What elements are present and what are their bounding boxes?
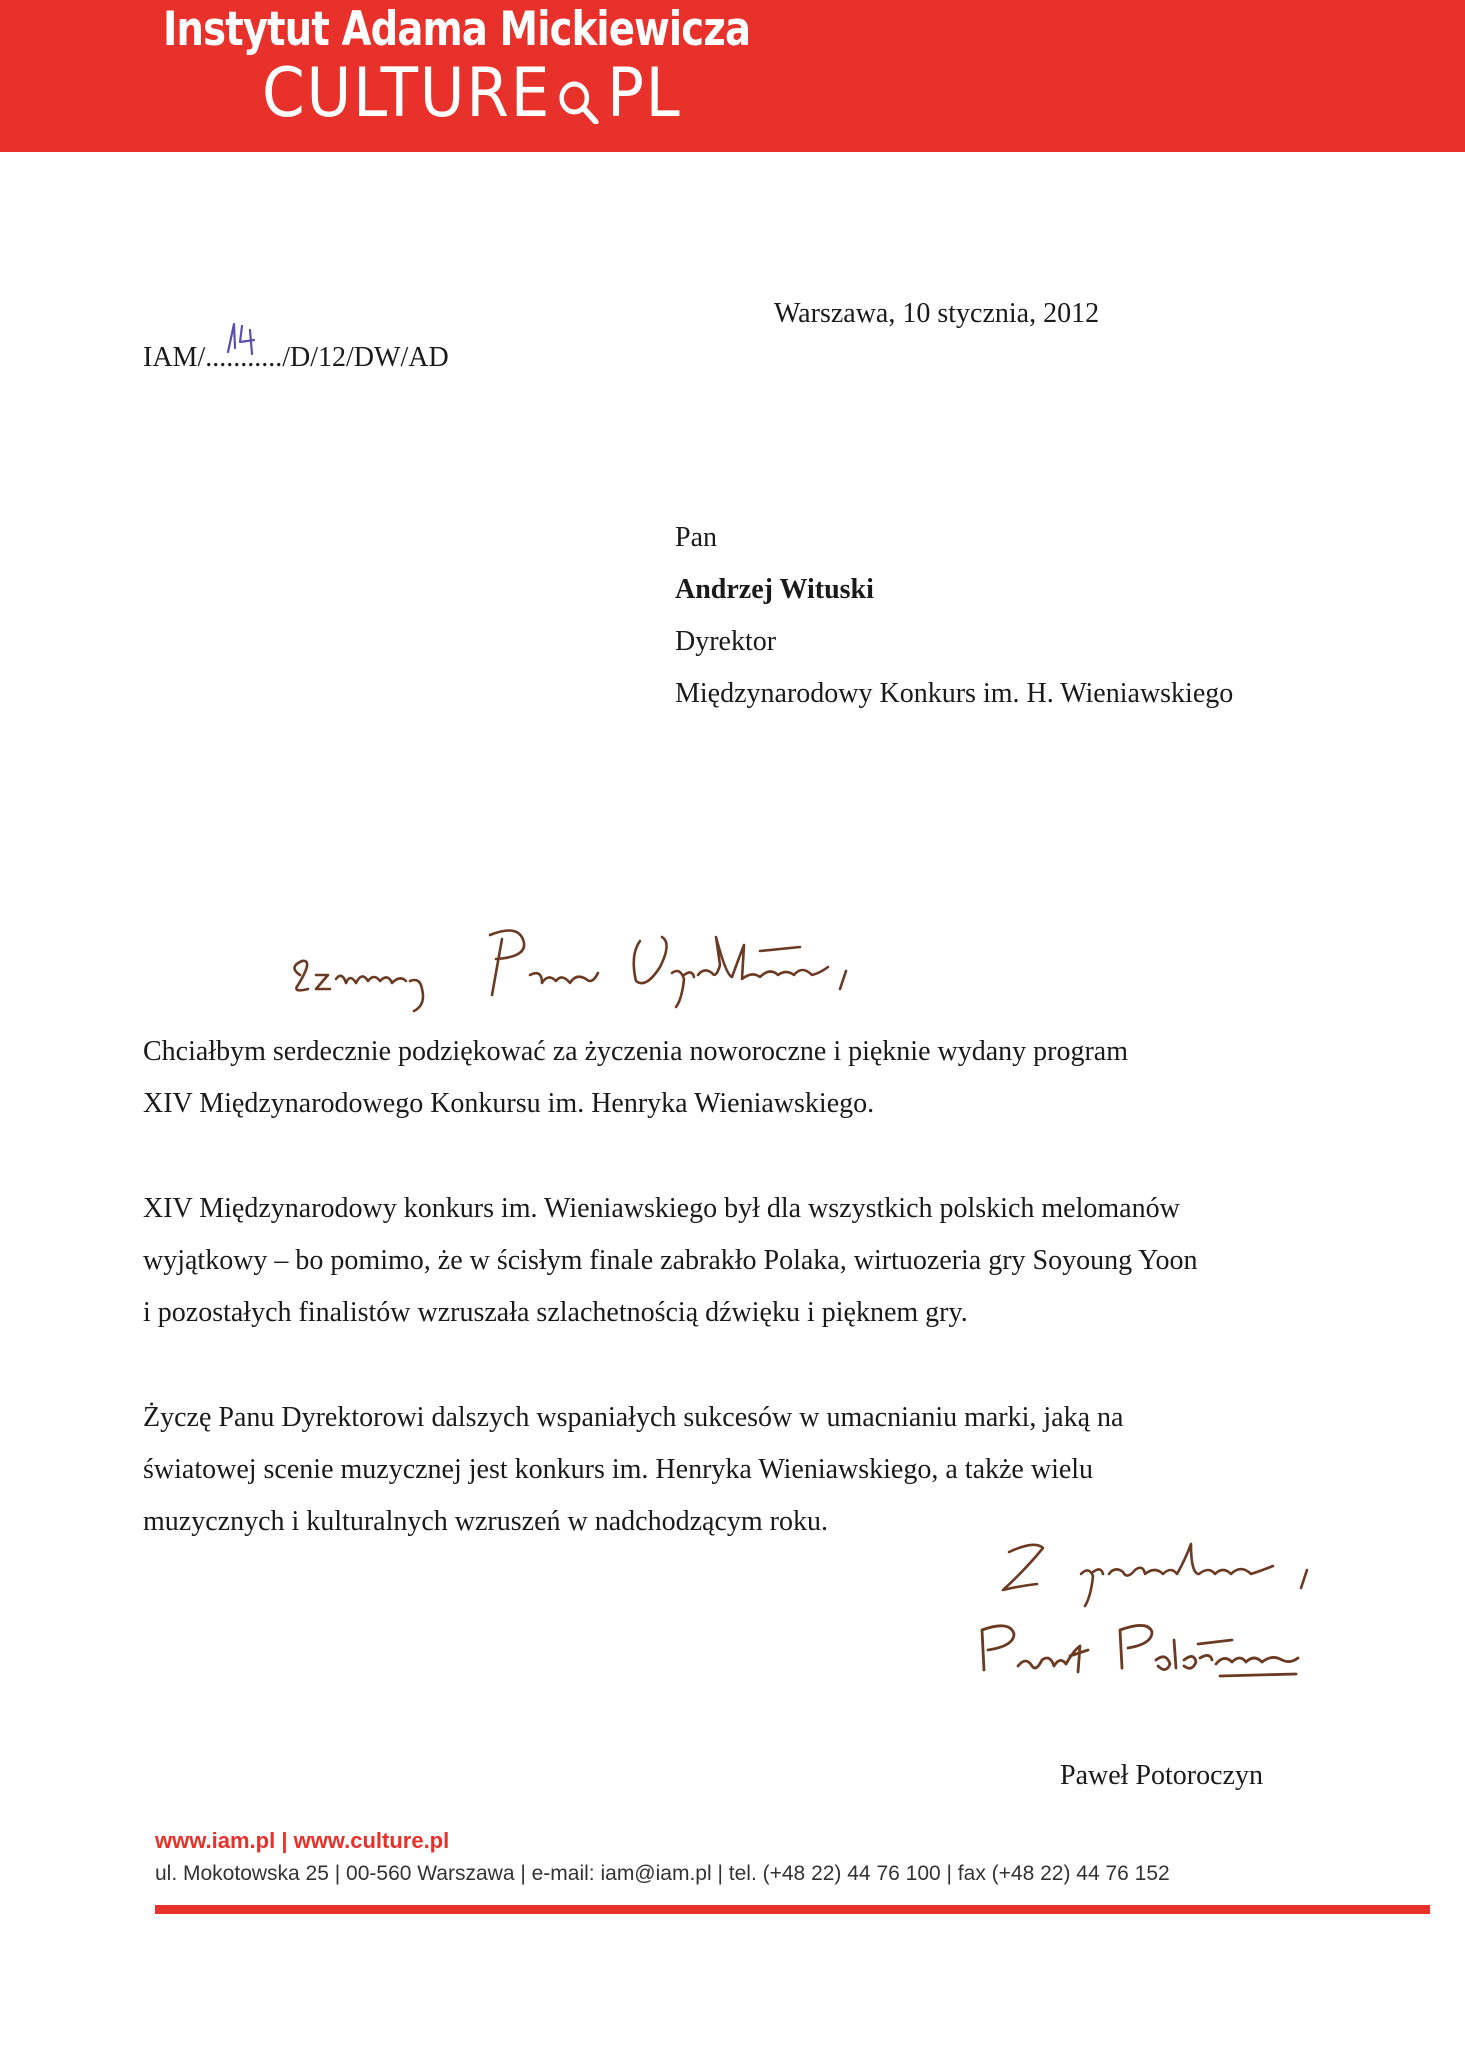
paragraph-3-line-2: światowej scenie muzycznej jest konkurs im. Henryka Wieniawskiego, a także wielu [143,1454,1094,1485]
handwritten-greeting [280,915,860,1015]
letter-date: Warszawa, 10 stycznia, 2012 [774,298,1100,329]
paragraph-3-line-1: Życzę Panu Dyrektorowi dalszych wspaniałych sukcesów w umacnianiu marki, jaką na [143,1402,1124,1433]
magnifier-icon [555,64,604,124]
footer-red-bar [155,1905,1430,1914]
recipient-organization: Międzynarodowy Konkurs im. H. Wieniawskiego [675,678,1234,709]
paragraph-1 [143,1026,1283,1130]
paragraph-2-line-2: wyjątkowy – bo pomimo, że w ścisłym finale zabrakło Polaka, wirtuozeria gry Soyoung Yoon [143,1245,1198,1276]
paragraph-1-line-1: Chciałbym serdecznie podziękować za życzenia noworoczne i pięknie wydany program [143,1036,1129,1067]
signatory-name: Paweł Potoroczyn [1060,1760,1263,1791]
paragraph-2 [143,1183,1283,1339]
handwritten-closing [995,1530,1335,1610]
logo-brand-right: PL [606,54,682,133]
footer-websites[interactable]: www.iam.pl | www.culture.pl [155,1828,450,1853]
footer-address: ul. Mokotowska 25 | 00-560 Warszawa | e-mail: iam@iam.pl | tel. (+48 22) 44 76 100 | fax (+48 22) 44 76 152 [155,1862,1170,1885]
recipient-title: Dyrektor [675,626,777,657]
handwritten-reference-number [222,318,262,358]
logo-brand-left: CULTURE [262,54,552,133]
reference-prefix: IAM/ [143,342,206,373]
recipient-name: Andrzej Wituski [675,574,874,605]
handwritten-signature [970,1610,1310,1710]
letterhead-band [0,0,1465,152]
paragraph-2-line-3: i pozostałych finalistów wzruszała szlachetnością dźwięku i pięknem gry. [143,1297,968,1328]
paragraph-3-line-3: muzycznych i kulturalnych wzruszeń w nadchodzącym roku. [143,1506,828,1537]
culture-pl-logo [262,54,682,133]
reference-suffix: /D/12/DW/AD [282,342,449,373]
paragraph-3 [143,1392,1283,1548]
reference-number [143,342,449,374]
institute-name: Instytut Adama Mickiewicza [163,2,751,57]
reference-dots: ........... [205,342,283,373]
recipient-salutation: Pan [675,522,717,553]
paragraph-2-line-1: XIV Międzynarodowy konkurs im. Wieniawskiego był dla wszystkich polskich melomanów [143,1193,1180,1224]
paragraph-1-line-2: XIV Międzynarodowego Konkursu im. Henryka Wieniawskiego. [143,1088,875,1119]
